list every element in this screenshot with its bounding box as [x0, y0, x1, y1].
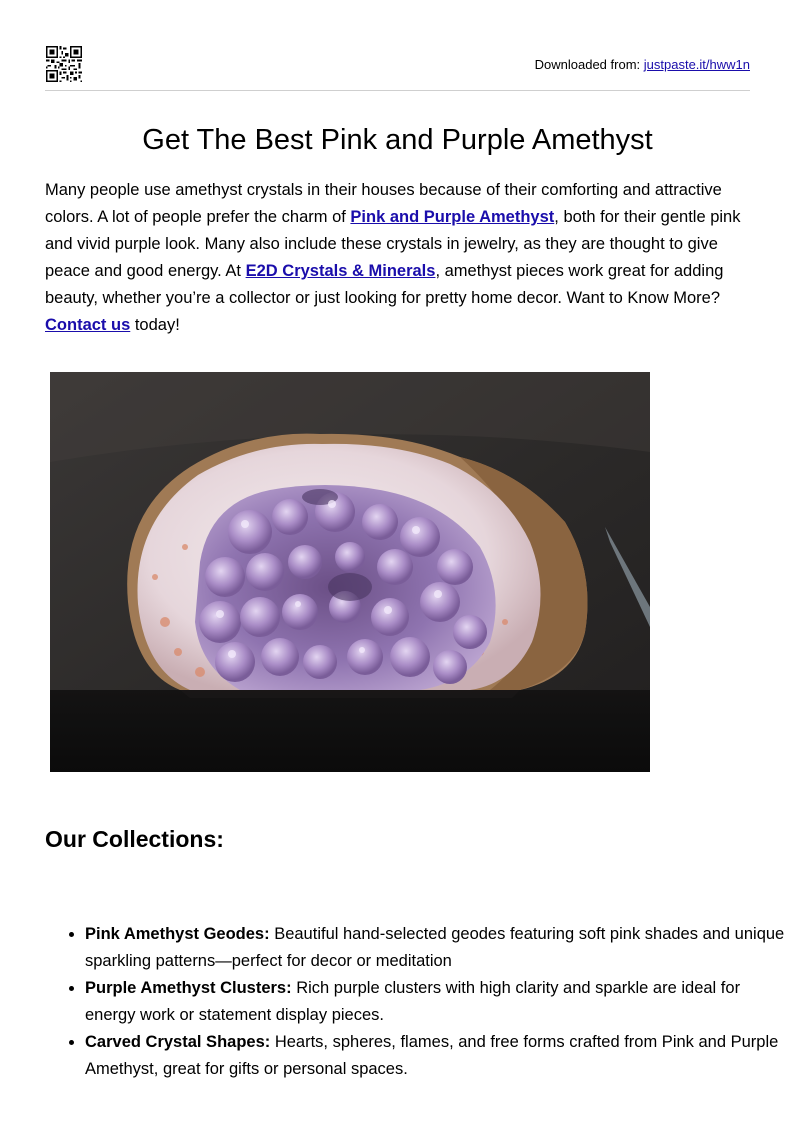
- collection-item-description: Beautiful hand-selected geodes featuring soft pink shades and unique sparkling patterns—perfect for decor or meditation: [85, 925, 785, 970]
- header-divider: [45, 90, 750, 91]
- source-link[interactable]: justpaste.it/hww1n: [643, 57, 750, 72]
- collection-item-name: Purple Amethyst Clusters:: [85, 979, 292, 997]
- collections-heading: Our Collections:: [45, 826, 224, 852]
- e2d-crystals-link[interactable]: E2D Crystals & Minerals: [245, 262, 436, 280]
- intro-text-2: , both for their gentle pink and vivid purple look. Many also include these crystals in jewelry, as they are thought to give peace and good energy. At: [45, 208, 741, 280]
- page-title: Get The Best Pink and Purple Amethyst: [142, 124, 653, 156]
- intro-text-3: , amethyst pieces work great for adding beauty, whether you’re a collector or just looking for pretty home decor. Want to Know More?: [45, 262, 724, 307]
- intro-text-4: today!: [130, 316, 180, 334]
- contact-us-link[interactable]: Contact us: [45, 316, 131, 334]
- intro-paragraph: [45, 177, 750, 339]
- downloaded-from-label: Downloaded from:: [534, 57, 644, 72]
- collection-item-pink-geodes: [85, 921, 790, 975]
- collection-item-purple-clusters: [85, 975, 790, 1029]
- qr-code-icon: [46, 46, 82, 82]
- collection-item-description: Rich purple clusters with high clarity and sparkle are ideal for energy work or statement display pieces.: [85, 979, 741, 1024]
- collection-item-name: Pink Amethyst Geodes:: [85, 925, 270, 943]
- intro-text-1: Many people use amethyst crystals in their houses because of their comforting and attractive colors. A lot of people prefer the charm of: [45, 181, 722, 226]
- amethyst-geode-photo: [50, 372, 650, 772]
- collection-item-description: Hearts, spheres, flames, and free forms crafted from Pink and Purple Amethyst, great for gifts or personal spaces.: [85, 1033, 779, 1078]
- collections-list: [45, 921, 790, 1083]
- downloaded-from-line: [535, 57, 750, 72]
- pink-purple-amethyst-link[interactable]: Pink and Purple Amethyst: [350, 208, 555, 226]
- collection-item-name: Carved Crystal Shapes:: [85, 1033, 271, 1051]
- collection-item-carved-shapes: [85, 1029, 790, 1083]
